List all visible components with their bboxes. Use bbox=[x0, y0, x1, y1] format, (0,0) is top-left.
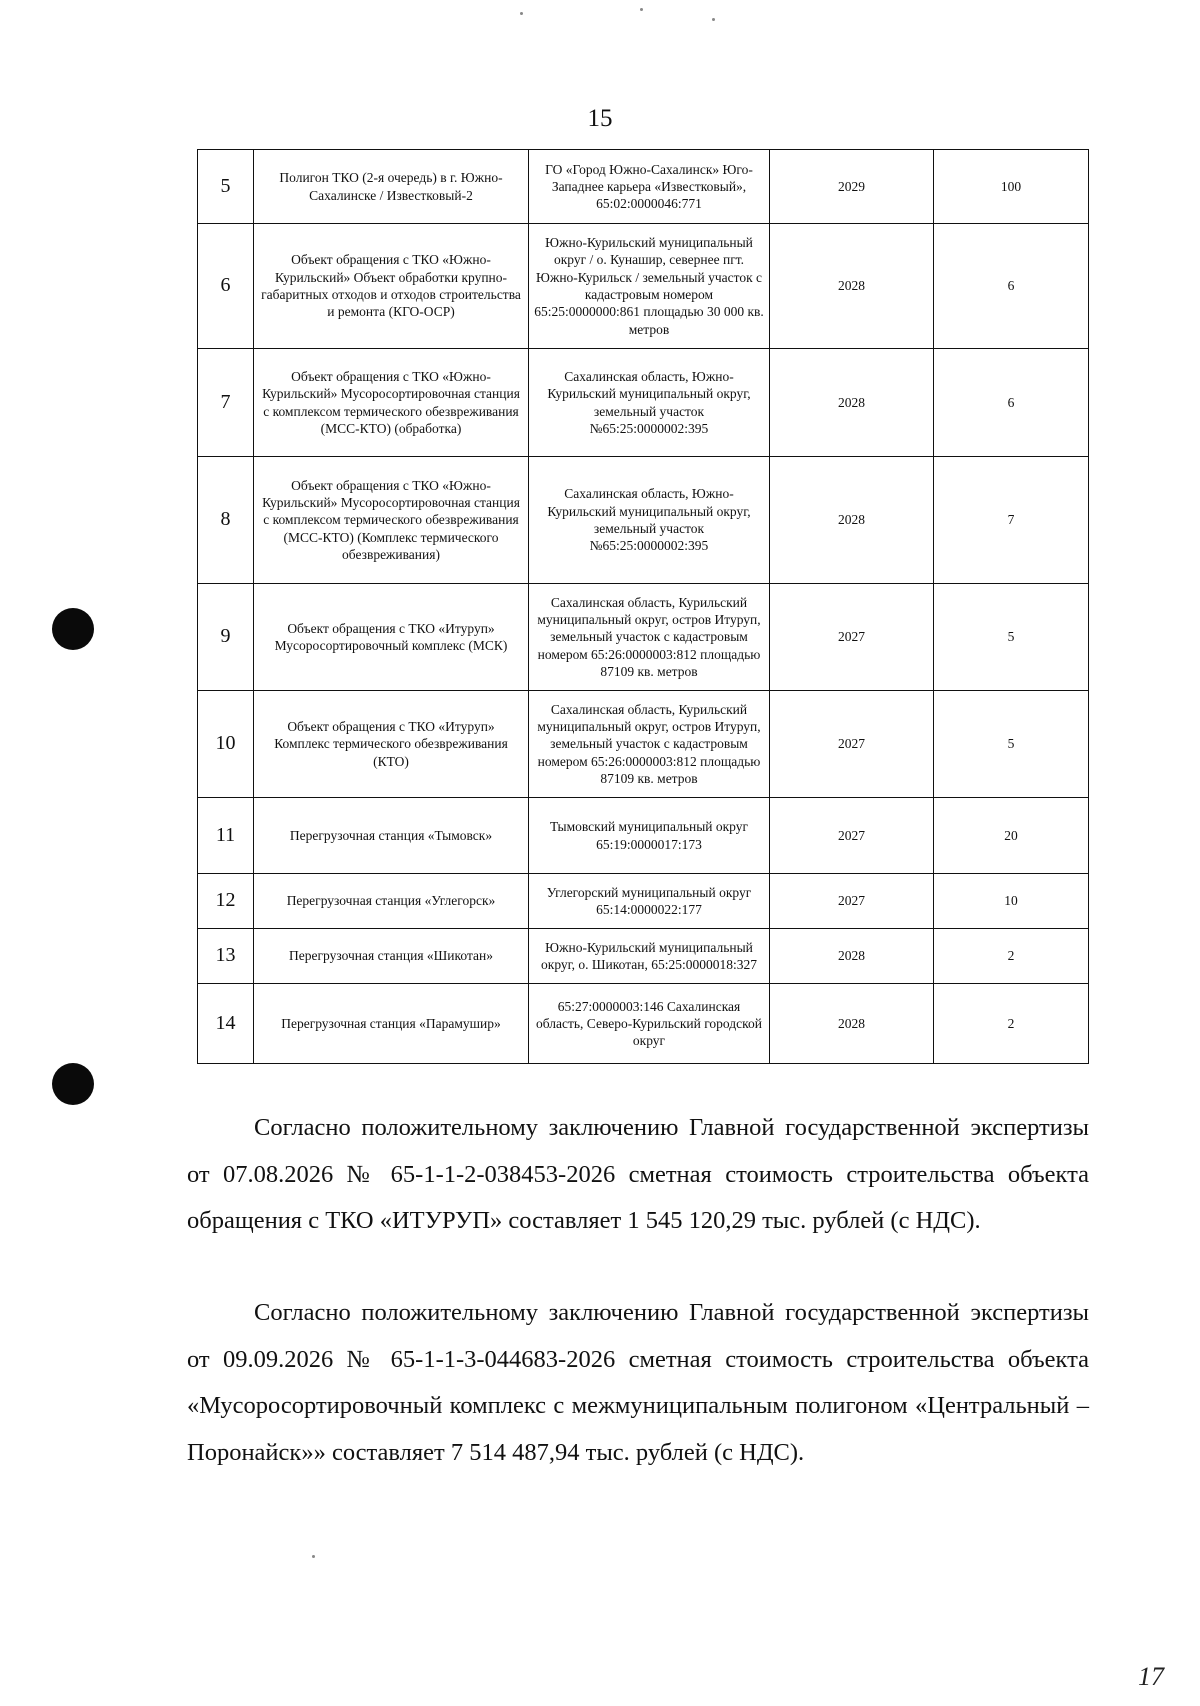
facility-capacity: 100 bbox=[934, 150, 1089, 224]
row-number: 7 bbox=[198, 349, 254, 457]
commissioning-year: 2028 bbox=[770, 349, 934, 457]
row-number: 10 bbox=[198, 691, 254, 798]
facility-capacity: 10 bbox=[934, 874, 1089, 929]
facility-capacity: 6 bbox=[934, 224, 1089, 349]
facility-capacity: 5 bbox=[934, 584, 1089, 691]
commissioning-year: 2027 bbox=[770, 874, 934, 929]
scan-speck bbox=[520, 12, 523, 15]
commissioning-year: 2027 bbox=[770, 798, 934, 874]
facility-location: Сахалинская область, Южно-Курильский муниципальный округ, земельный участок №65:25:0000002:395 bbox=[529, 349, 770, 457]
scan-speck bbox=[640, 8, 643, 11]
facility-name: Объект обращения с ТКО «Южно-Курильский» Мусоросортировочная станция с комплексом термического обезвреживания (МСС-КТО) (Комплекс термического обезвреживания) bbox=[254, 457, 529, 584]
table-row bbox=[198, 691, 1089, 798]
commissioning-year: 2027 bbox=[770, 584, 934, 691]
facility-location: Сахалинская область, Курильский муниципальный округ, остров Итуруп, земельный участок с кадастровым номером 65:26:0000003:812 площадью 87109 кв. метров bbox=[529, 584, 770, 691]
row-number: 12 bbox=[198, 874, 254, 929]
facility-location: 65:27:0000003:146 Сахалинская область, Северо-Курильский городской округ bbox=[529, 984, 770, 1064]
facility-capacity: 20 bbox=[934, 798, 1089, 874]
commissioning-year: 2027 bbox=[770, 691, 934, 798]
facility-name: Перегрузочная станция «Парамушир» bbox=[254, 984, 529, 1064]
commissioning-year: 2028 bbox=[770, 929, 934, 984]
facility-name: Объект обращения с ТКО «Южно-Курильский» Мусоросортировочная станция с комплексом термического обезвреживания (МСС-КТО) (обработка) bbox=[254, 349, 529, 457]
commissioning-year: 2028 bbox=[770, 457, 934, 584]
facility-capacity: 7 bbox=[934, 457, 1089, 584]
row-number: 6 bbox=[198, 224, 254, 349]
commissioning-year: 2029 bbox=[770, 150, 934, 224]
table-row bbox=[198, 349, 1089, 457]
commissioning-year: 2028 bbox=[770, 224, 934, 349]
facility-name: Объект обращения с ТКО «Итуруп» Комплекс термического обезвреживания (КТО) bbox=[254, 691, 529, 798]
handwritten-page-note: 17 bbox=[1138, 1662, 1164, 1691]
punch-hole-top bbox=[52, 608, 94, 650]
facility-location: Сахалинская область, Курильский муниципальный округ, остров Итуруп, земельный участок с кадастровым номером 65:26:0000003:812 площадью 87109 кв. метров bbox=[529, 691, 770, 798]
scan-speck bbox=[712, 18, 715, 21]
facility-name: Перегрузочная станция «Шикотан» bbox=[254, 929, 529, 984]
punch-hole-bottom bbox=[52, 1063, 94, 1105]
commissioning-year: 2028 bbox=[770, 984, 934, 1064]
paragraph-text: Согласно положительному заключению Главной государственной экспертизы от 07.08.2026 № 65-1-1-2-038453-2026 сметная стоимость строительства объекта обращения с ТКО «ИТУРУП» составляет 1 545 120,29 тыс. рублей (с НДС). bbox=[187, 1114, 1089, 1234]
facility-location: Южно-Курильский муниципальный округ / о. Кунашир, севернее пгт. Южно-Курильск / земельный участок с кадастровым номером 65:25:0000000:861 площадью 30 000 кв. метров bbox=[529, 224, 770, 349]
facility-location: Южно-Курильский муниципальный округ, о. Шикотан, 65:25:0000018:327 bbox=[529, 929, 770, 984]
row-number: 11 bbox=[198, 798, 254, 874]
table-row bbox=[198, 150, 1089, 224]
row-number: 13 bbox=[198, 929, 254, 984]
facility-capacity: 6 bbox=[934, 349, 1089, 457]
facility-location: Сахалинская область, Южно-Курильский муниципальный округ, земельный участок №65:25:0000002:395 bbox=[529, 457, 770, 584]
page-number: 15 bbox=[587, 105, 613, 132]
row-number: 5 bbox=[198, 150, 254, 224]
row-number: 9 bbox=[198, 584, 254, 691]
table-row bbox=[198, 984, 1089, 1064]
paragraph-iturup-cost bbox=[187, 1105, 1089, 1245]
table-row bbox=[198, 457, 1089, 584]
facility-name: Объект обращения с ТКО «Южно-Курильский» Объект обработки крупно-габаритных отходов и отходов строительства и ремонта (КГО-ОСР) bbox=[254, 224, 529, 349]
facility-location: Углегорский муниципальный округ 65:14:0000022:177 bbox=[529, 874, 770, 929]
table-row bbox=[198, 798, 1089, 874]
row-number: 8 bbox=[198, 457, 254, 584]
facility-capacity: 2 bbox=[934, 984, 1089, 1064]
facility-location: ГО «Город Южно-Сахалинск» Юго-Западнее карьера «Известковый», 65:02:0000046:771 bbox=[529, 150, 770, 224]
row-number: 14 bbox=[198, 984, 254, 1064]
facility-name: Перегрузочная станция «Углегорск» bbox=[254, 874, 529, 929]
table-row bbox=[198, 929, 1089, 984]
facility-name: Перегрузочная станция «Тымовск» bbox=[254, 798, 529, 874]
facilities-table bbox=[197, 149, 1089, 1064]
facility-capacity: 2 bbox=[934, 929, 1089, 984]
paragraph-text: Согласно положительному заключению Главной государственной экспертизы от 09.09.2026 № 65-1-1-3-044683-2026 сметная стоимость строительства объекта «Мусоросортировочный комплекс с межмуниципальным полигоном «Центральный – Поронайск»» составляет 7 514 487,94 тыс. рублей (с НДС). bbox=[187, 1299, 1089, 1466]
facility-name: Полигон ТКО (2-я очередь) в г. Южно-Сахалинске / Известковый-2 bbox=[254, 150, 529, 224]
facility-name: Объект обращения с ТКО «Итуруп» Мусоросортировочный комплекс (МСК) bbox=[254, 584, 529, 691]
paragraph-central-poronaysk-cost bbox=[187, 1290, 1089, 1476]
scan-speck bbox=[312, 1555, 315, 1558]
facility-capacity: 5 bbox=[934, 691, 1089, 798]
table-row bbox=[198, 224, 1089, 349]
table-row bbox=[198, 584, 1089, 691]
facility-location: Тымовский муниципальный округ 65:19:0000017:173 bbox=[529, 798, 770, 874]
table-row bbox=[198, 874, 1089, 929]
